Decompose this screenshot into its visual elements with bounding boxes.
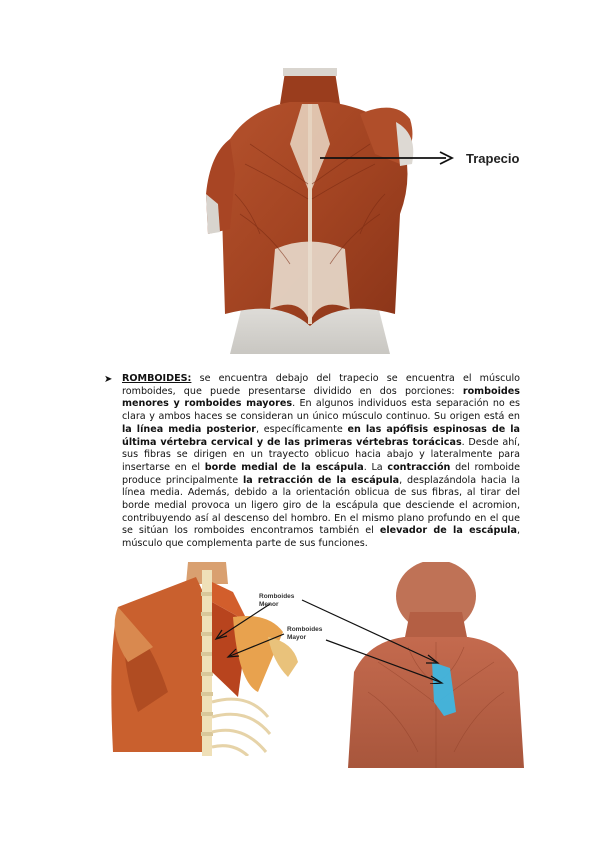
paragraph-text-run: del romboide produce principalmente bbox=[122, 461, 521, 486]
paragraph-bold-run: elevador de la escápula bbox=[379, 525, 517, 537]
section-heading: ROMBOIDES: bbox=[122, 373, 192, 384]
highlight-arrows bbox=[300, 598, 450, 684]
paragraph-bold-run: contracción bbox=[387, 461, 451, 473]
paragraph-bold-run: romboides menores y romboides mayores bbox=[122, 385, 520, 410]
romboides-mayor-label: Romboides Mayor bbox=[287, 626, 323, 641]
paragraph-text-run: , músculo que complementa parte de sus funciones. bbox=[122, 525, 521, 550]
paragraph-bold-run: la línea media posterior bbox=[122, 423, 256, 435]
romboides-paragraph bbox=[122, 373, 520, 551]
paragraph-text-run: , desplazándola hacia la línea media. Además, debido a la orientación oblicua de sus fibras, al tirar del borde medial provoca un ligero giro de la escápula que desciende el acromion, contribuyendo así al descenso del hombro. En el mismo plano profundo en el que se sitúan los romboides encontramos también el bbox=[122, 474, 520, 537]
romboides-menor-label: Romboides Menor bbox=[259, 593, 295, 608]
paragraph-text-run: . La bbox=[363, 461, 388, 473]
back-muscles-illustration bbox=[190, 64, 430, 354]
back-muscles-drawing bbox=[190, 64, 430, 354]
paragraph-text-run: . Desde ahí, sus fibras se dirigen en un trayecto oblicuo hacia abajo y lateralmente para insertarse en el bbox=[122, 436, 521, 473]
trapecio-label: Trapecio bbox=[466, 151, 520, 166]
paragraph-text-run: , específicamente bbox=[255, 423, 348, 435]
trapecio-arrow bbox=[318, 148, 458, 168]
paragraph-text-run: se encuentra debajo del trapecio se encuentra el músculo romboides, que puede presentarse dividido en dos porciones: bbox=[122, 373, 520, 397]
paragraph-bold-run: la retracción de la escápula bbox=[242, 474, 400, 486]
paragraph-bold-run: borde medial de la escápula bbox=[204, 461, 364, 473]
bullet-arrow-icon: ➤ bbox=[104, 374, 113, 385]
paragraph-bold-run: en las apófisis espinosas de la última vértebra cervical y de las primeras vértebras torácicas bbox=[122, 423, 520, 448]
paragraph-body bbox=[122, 373, 520, 549]
paragraph-text-run: . En algunos individuos esta separación no es clara y ambos haces se consideran un único músculo continuo. Su origen está en bbox=[122, 398, 521, 423]
